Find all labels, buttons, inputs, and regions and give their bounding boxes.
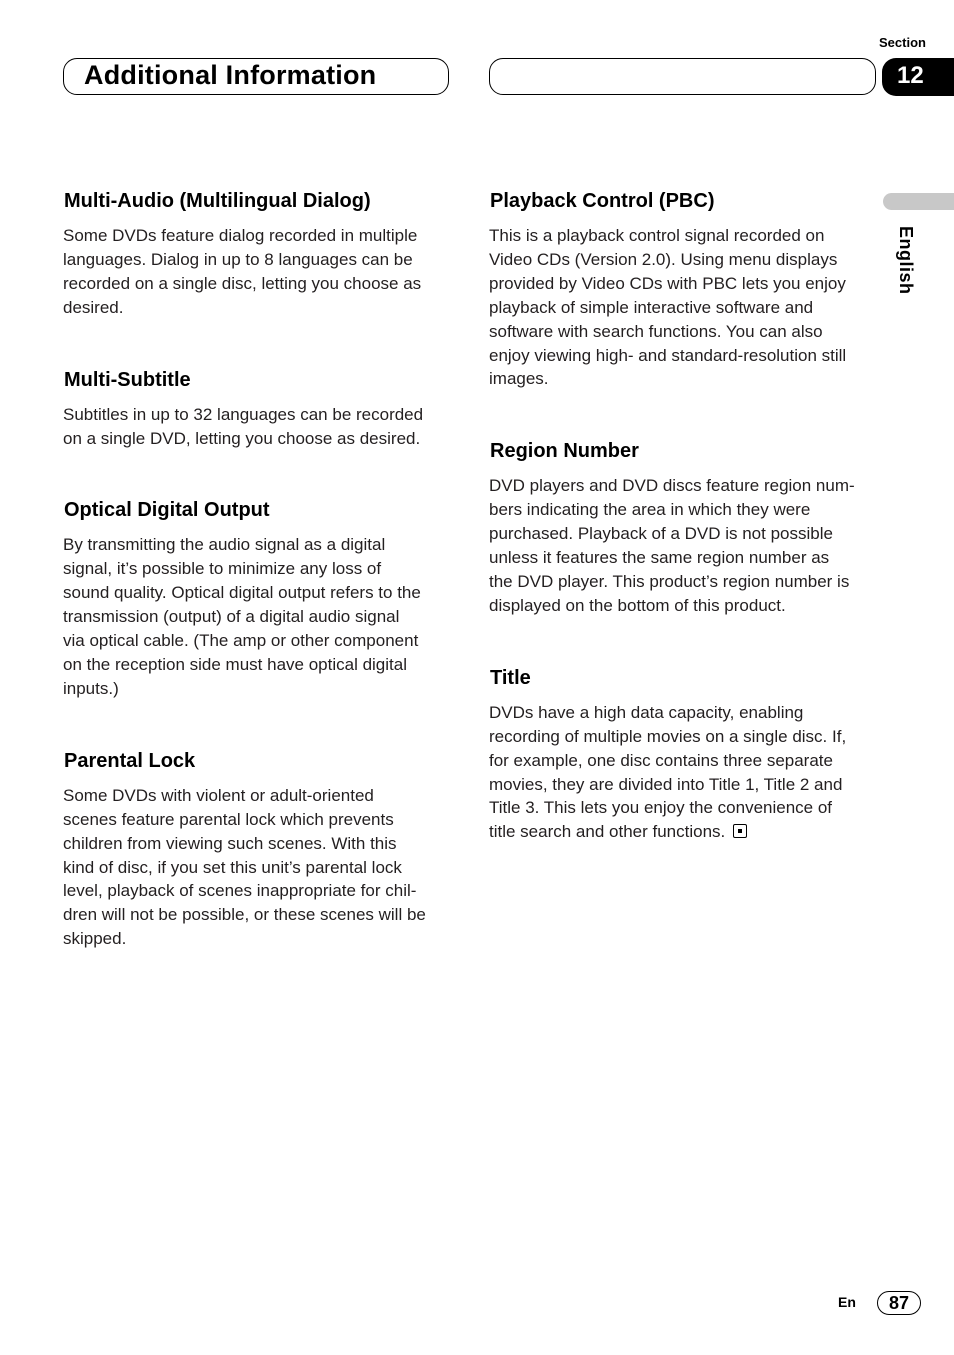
body-line: movies, they are divided into Title 1, Title 2 and: [489, 774, 843, 794]
section-heading: Playback Control (PBC): [490, 190, 715, 212]
body-line: sound quality. Optical digital output refers to the: [63, 583, 421, 603]
body-line: DVDs have a high data capacity, enabling: [489, 702, 804, 722]
section-body: [63, 533, 455, 700]
right-column: [489, 188, 881, 891]
body-line: skipped.: [63, 929, 127, 949]
section-label: Section: [879, 35, 926, 50]
section-title: [489, 665, 881, 844]
chapter-title-box: [63, 58, 449, 95]
section-optical-digital-output: [63, 497, 455, 700]
body-line: level, playback of scenes inappropriate for chil-: [63, 881, 417, 901]
section-heading: Region Number: [490, 440, 639, 463]
section-body: [489, 701, 881, 844]
page-number: 87: [877, 1291, 921, 1315]
body-line: Some DVDs with violent or adult-oriented: [63, 785, 374, 805]
body-line: Subtitles in up to 32 languages can be recorded: [63, 404, 424, 424]
body-line: DVD players and DVD discs feature region num-: [489, 476, 855, 496]
header-right-box: [489, 58, 876, 95]
body-line: inputs.): [63, 678, 119, 698]
body-line: bers indicating the area in which they were: [489, 500, 811, 520]
body-line: recording of multiple movies on a single disc. If,: [489, 726, 847, 746]
body-line: provided by Video CDs with PBC lets you enjoy: [489, 273, 846, 293]
section-playback-control: [489, 188, 881, 391]
body-line: By transmitting the audio signal as a digital: [63, 535, 386, 555]
body-line: title search and other functions.: [489, 822, 726, 842]
section-multi-subtitle: [63, 367, 455, 451]
body-line: via optical cable. (The amp or other component: [63, 631, 419, 651]
body-line: purchased. Playback of a DVD is not possible: [489, 524, 833, 544]
body-line: displayed on the bottom of this product.: [489, 595, 786, 615]
body-line: This is a playback control signal recorded on: [489, 226, 825, 245]
section-region-number: [489, 438, 881, 617]
body-line: languages. Dialog in up to 8 languages can be: [63, 249, 413, 269]
section-number: 12: [897, 62, 924, 89]
language-tab-bar: [883, 193, 954, 210]
section-heading: Multi-Subtitle: [64, 368, 191, 391]
body-line: scenes feature parental lock which prevents: [63, 809, 394, 829]
section-heading: Multi-Audio (Multilingual Dialog): [64, 190, 371, 212]
body-line: on the reception side must have optical digital: [63, 654, 407, 674]
language-tab-label: English: [896, 226, 916, 295]
body-line: kind of disc, if you set this unit’s parental lock: [63, 857, 402, 877]
body-line: playback of simple interactive software and: [489, 297, 814, 317]
body-line: dren will not be possible, or these scenes will be: [63, 905, 426, 925]
body-line: software with search functions. You can also: [489, 321, 823, 341]
body-line: images.: [489, 369, 549, 389]
footer-language-code: En: [838, 1294, 856, 1310]
body-line: desired.: [63, 297, 124, 317]
body-line: Some DVDs feature dialog recorded in multiple: [63, 226, 418, 245]
section-body: [489, 474, 881, 617]
body-line: recorded on a single disc, letting you choose as: [63, 273, 422, 293]
body-line: transmission (output) of a digital audio signal: [63, 607, 400, 627]
section-heading: Optical Digital Output: [64, 499, 270, 522]
section-body: [63, 224, 455, 320]
body-line: on a single DVD, letting you choose as desired.: [63, 428, 421, 448]
body-line: for example, one disc contains three separate: [489, 750, 833, 770]
section-heading: Title: [490, 666, 531, 689]
section-body: [489, 224, 881, 391]
section-body: [63, 784, 455, 951]
section-body: [63, 403, 455, 451]
section-parental-lock: [63, 748, 455, 951]
end-of-section-icon: [733, 824, 747, 838]
body-line: the DVD player. This product’s region number is: [489, 571, 850, 591]
body-line: Video CDs (Version 2.0). Using menu displays: [489, 249, 838, 269]
left-column: [63, 188, 455, 998]
body-line: enjoy viewing high- and standard-resolution still: [489, 345, 847, 365]
body-line: unless it features the same region number as: [489, 548, 830, 568]
body-line: children from viewing such scenes. With this: [63, 833, 397, 853]
body-line: Title 3. This lets you enjoy the convenience of: [489, 798, 833, 818]
chapter-title: Additional Information: [84, 60, 377, 90]
section-multi-audio: [63, 188, 455, 320]
section-number-tab: [882, 58, 954, 96]
body-line: signal, it’s possible to minimize any loss of: [63, 559, 382, 579]
section-heading: Parental Lock: [64, 749, 196, 772]
